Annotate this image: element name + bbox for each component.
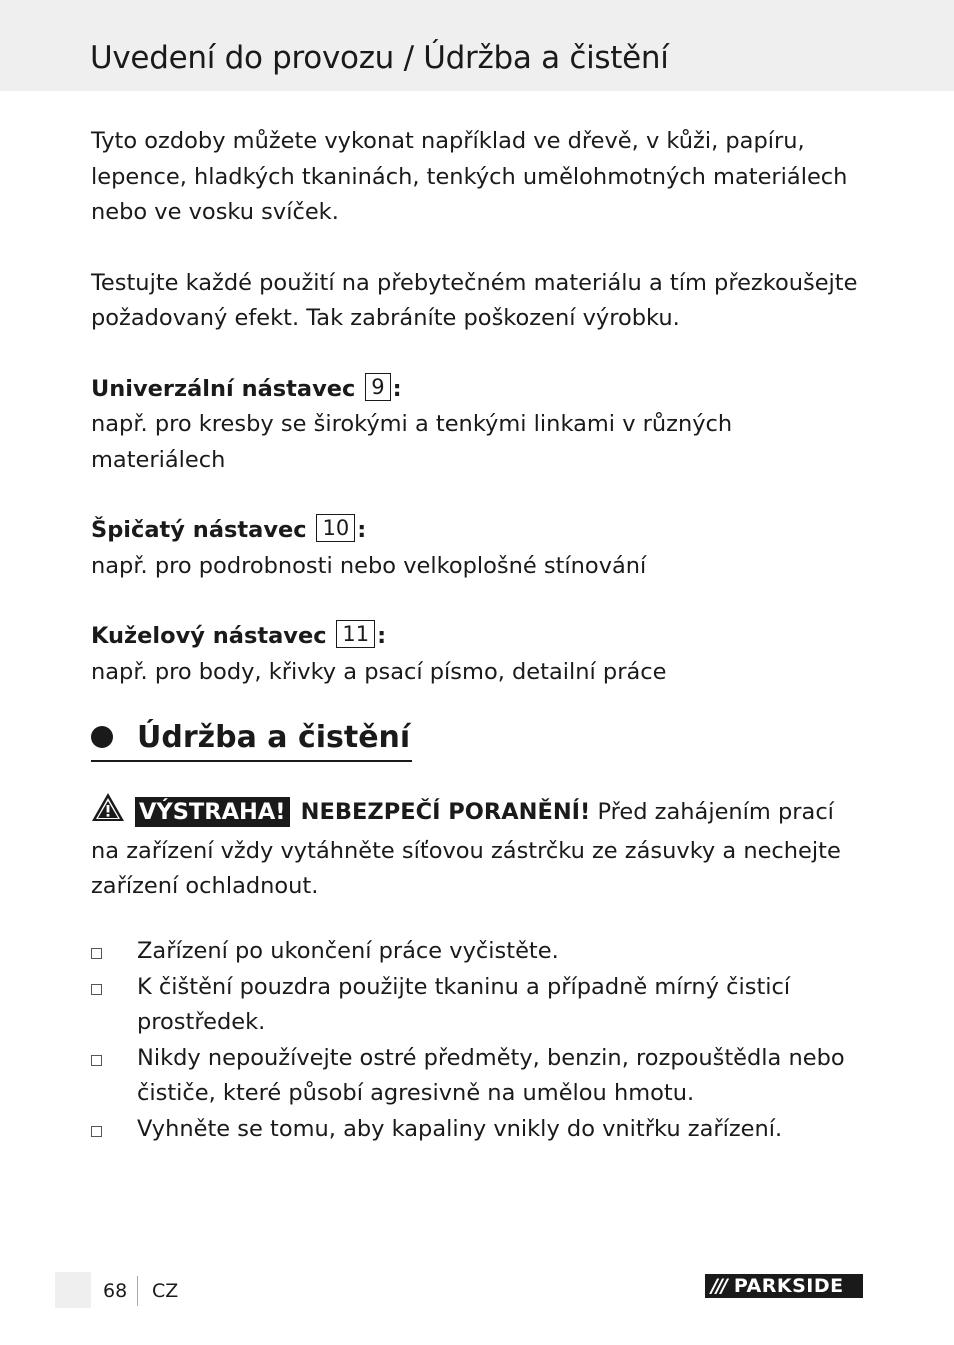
attachment-universal: Univerzální nástavec 9 : např. pro kresby se širokými a tenkými linkami v různých materiálech <box>91 372 871 479</box>
reference-number-box: 11 <box>336 620 375 648</box>
warning-hazard: NEBEZPEČÍ PORANĚNÍ! <box>300 799 591 825</box>
checkbox-square-icon <box>91 984 102 995</box>
list-item: K čištění pouzdra použijte tkaninu a případně mírný čisticí prostředek. <box>91 970 871 1041</box>
warning-label: VÝSTRAHA! <box>135 797 290 827</box>
warning-triangle-icon <box>91 792 125 834</box>
page-title: Uvedení do provozu / Údržba a čistění <box>90 40 669 76</box>
checkbox-square-icon <box>91 948 102 959</box>
list-item: Zařízení po ukončení práce vyčistěte. <box>91 934 871 970</box>
footer-divider <box>137 1276 138 1306</box>
attachment-description: např. pro podrobnosti nebo velkoplošné stínování <box>91 552 647 579</box>
reference-number-box: 9 <box>365 373 390 401</box>
warning-notice <box>91 792 866 905</box>
attachment-pointed: Špičatý nástavec 10 : např. pro podrobnosti nebo velkoplošné stínování <box>91 513 871 584</box>
reference-number-box: 10 <box>316 514 355 542</box>
bullet-dot-icon <box>91 726 113 748</box>
logo-brand-text: PARKSIDE <box>733 1275 844 1297</box>
intro-paragraph-2: Testujte každé použití na přebytečném materiálu a tím přezkoušejte požadovaný efekt. Tak zabráníte poškození výrobku. <box>91 269 858 331</box>
maintenance-list <box>91 934 871 1147</box>
footer-marker <box>55 1272 91 1308</box>
section-heading-text: Údržba a čistění <box>137 720 411 755</box>
attachment-conical: Kuželový nástavec 11 : např. pro body, křivky a psací písmo, detailní práce <box>91 619 871 690</box>
warning-text: Před zahájením prací na zařízení vždy vytáhněte síťovou zástrčku ze zásuvky a nechejte zařízení ochladnout. <box>91 799 841 899</box>
attachment-description: např. pro body, křivky a psací písmo, detailní práce <box>91 658 667 685</box>
page-number: 68 <box>103 1280 128 1302</box>
list-item: Vyhněte se tomu, aby kapaliny vnikly do vnitřku zařízení. <box>91 1112 871 1148</box>
checkbox-square-icon <box>91 1126 102 1137</box>
parkside-logo <box>705 1274 863 1298</box>
intro-content <box>91 124 871 725</box>
attachment-name: Univerzální nástavec <box>91 375 356 402</box>
list-item: Nikdy nepoužívejte ostré předměty, benzin, rozpouštědla nebo čističe, které působí agresivně na umělou hmotu. <box>91 1041 871 1112</box>
checkbox-square-icon <box>91 1055 102 1066</box>
intro-paragraph-1: Tyto ozdoby můžete vykonat například ve dřevě, v kůži, papíru, lepence, hladkých tkaninách, tenkých umělohmotných materiálech nebo ve vosku svíček. <box>91 128 848 225</box>
language-code: CZ <box>152 1280 179 1302</box>
attachment-name: Kuželový nástavec <box>91 623 327 649</box>
attachment-description: např. pro kresby se širokými a tenkými linkami v různých materiálech <box>91 411 733 473</box>
logo-slashes-icon: /// <box>711 1275 726 1297</box>
section-heading <box>91 716 412 762</box>
attachment-name: Špičatý nástavec <box>91 517 307 543</box>
